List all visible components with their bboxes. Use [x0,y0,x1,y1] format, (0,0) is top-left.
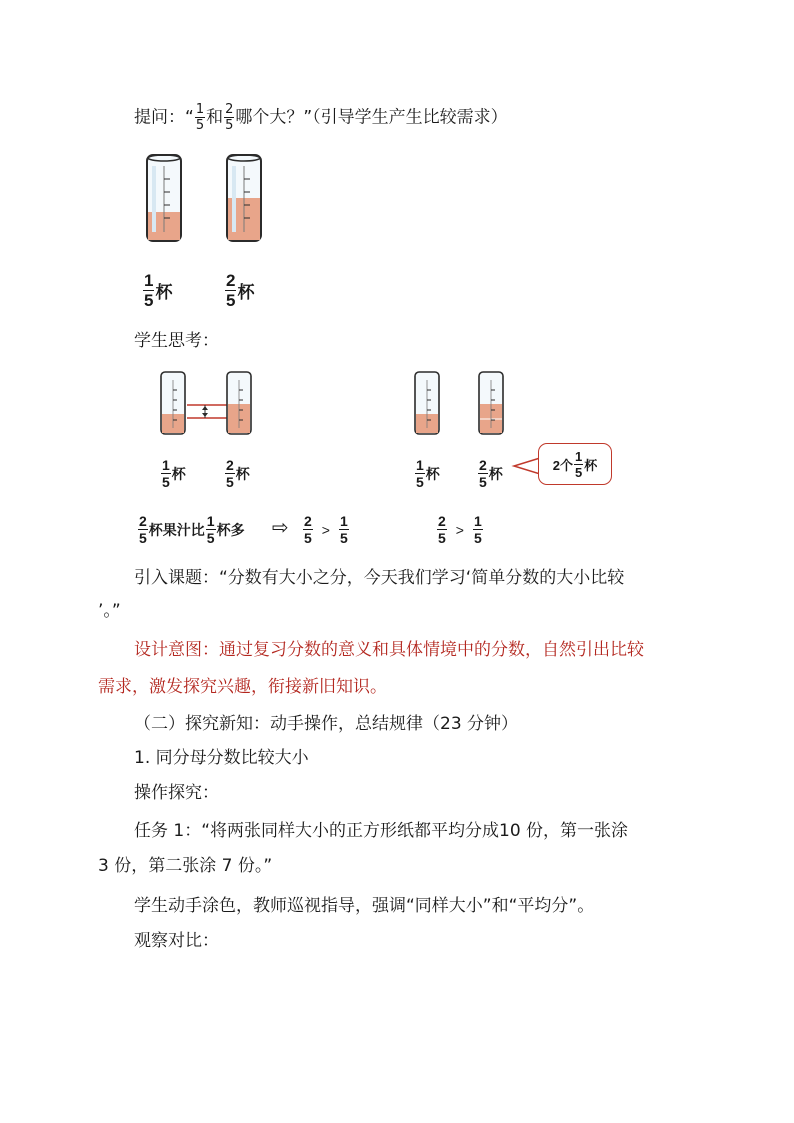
label-left-one-fifth: $\frac{1}{5}$ 杯 [162,457,186,490]
result-left: $\frac{2}{5}$ > $\frac{1}{5}$ [304,513,348,546]
task-line-1: 任务 1：“将两张同样大小的正方形纸都平均分成10 份，第一张涂 [134,821,629,841]
level-compare-marker [187,400,227,424]
cup-small-one-fifth-left [159,370,187,436]
label-right-one-fifth: $\frac{1}{5}$ 杯 [416,457,440,490]
cup-two-fifths [224,152,264,244]
question-line: 提问：“ $\frac{1}{5}$ 和 $\frac{2}{5}$ 哪个大？”（引导学生产生比较需求） [134,102,508,133]
cup-small-one-fifth-right [413,370,441,436]
fraction-two-fifths: $\frac{2}{5}$ [225,102,234,133]
label-two-fifths-cup: $\frac{2}{5}$ 杯 [226,271,255,310]
label-left-two-fifths: $\frac{2}{5}$ 杯 [226,457,250,490]
label-one-fifth-cup: $\frac{1}{5}$ 杯 [144,271,173,310]
fraction-one-fifth: $\frac{1}{5}$ [195,102,205,133]
task-line-2: 3 份，第二张涂 7 份。” [98,856,273,876]
student-activity: 学生动手涂色，教师巡视指导，强调“同样大小”和“平均分”。 [134,896,595,916]
design-intent-line-2: 需求，激发探究兴趣，衔接新旧知识。 [98,677,387,697]
operate-label: 操作探究： [134,783,219,803]
cup-one-fifth [144,152,184,244]
intro-line-2: ’。” [98,601,121,621]
speech-bubble: 2个 $\frac{1}{5}$ 杯 [538,443,612,485]
intro-line-1: 引入课题：“分数有大小之分，今天我们学习‘简单分数的大小比较 [134,568,625,588]
think-label: 学生思考： [134,331,219,351]
right-arrow-icon: ⇨ [272,515,289,539]
result-right: $\frac{2}{5}$ > $\frac{1}{5}$ [438,513,482,546]
observe-label: 观察对比： [134,931,219,951]
compare-statement: $\frac{2}{5}$ 杯果汁比 $\frac{1}{5}$ 杯多 [139,513,245,546]
section-title: （二）探究新知：动手操作，总结规律（23 分钟） [134,714,519,734]
cup-small-two-fifths-left [225,370,253,436]
label-right-two-fifths: $\frac{2}{5}$ 杯 [479,457,503,490]
design-intent-line-1: 设计意图：通过复习分数的意义和具体情境中的分数，自然引出比较 [134,640,644,660]
subsection-title: 1. 同分母分数比较大小 [134,748,309,768]
cup-small-two-fifths-right [477,370,505,436]
